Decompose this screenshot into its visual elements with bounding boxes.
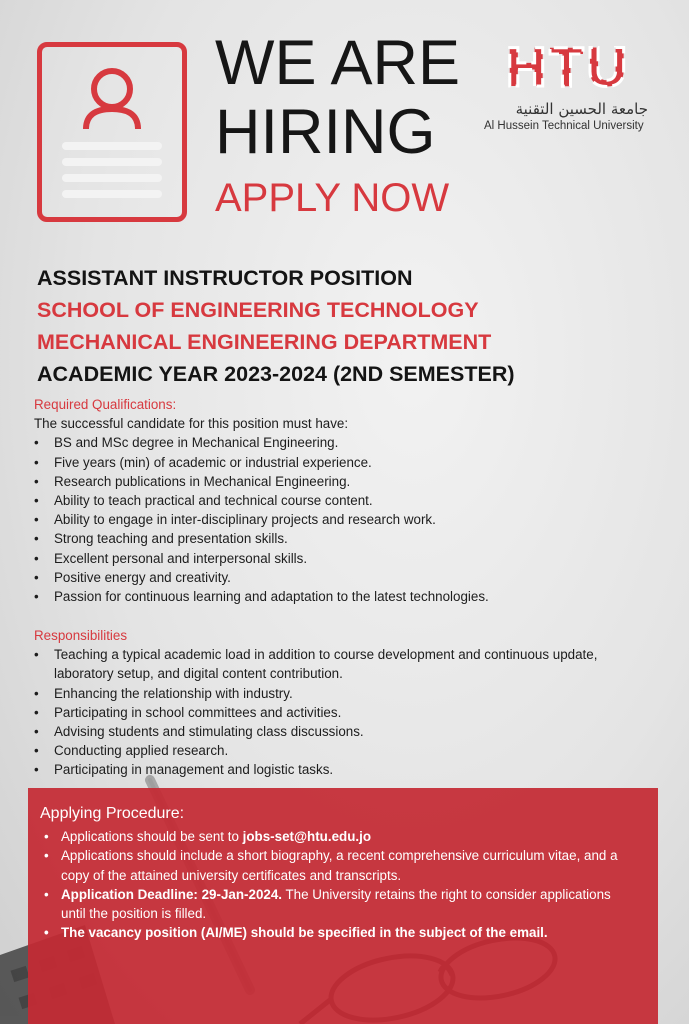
list-item: • Participating in management and logistic tasks. — [34, 760, 624, 779]
person-document-icon — [42, 47, 182, 217]
list-item — [40, 827, 618, 846]
school-name: SCHOOL OF ENGINEERING TECHNOLOGY — [37, 298, 479, 322]
headline-line2: HIRING — [215, 97, 436, 167]
responsibilities-list — [34, 645, 624, 779]
academic-year: ACADEMIC YEAR 2023-2024 (2ND SEMESTER) — [37, 362, 515, 386]
list-item: • Research publications in Mechanical Engineering. — [34, 472, 489, 491]
list-item: • Ability to teach practical and technical course content. — [34, 491, 489, 510]
qualifications-section — [34, 395, 489, 606]
qualifications-intro: The successful candidate for this position must have: — [34, 416, 349, 432]
resume-card-icon — [37, 42, 187, 222]
list-item: • Positive energy and creativity. — [34, 568, 489, 587]
htu-logo — [484, 38, 656, 132]
apply-now-text: APPLY NOW — [215, 176, 450, 220]
procedure-item1-text: Applications should be sent to — [61, 829, 243, 845]
application-deadline: Application Deadline: 29-Jan-2024. — [61, 886, 283, 902]
procedure-list — [40, 827, 618, 942]
htu-logo-mark — [484, 38, 652, 96]
list-item: • Five years (min) of academic or industrial experience. — [34, 453, 489, 472]
list-item: • BS and MSc degree in Mechanical Engineering. — [34, 433, 489, 452]
position-title: ASSISTANT INSTRUCTOR POSITION — [37, 266, 413, 290]
procedure-heading: Applying Procedure: — [40, 805, 185, 822]
list-item — [40, 885, 618, 923]
list-item: • Teaching a typical academic load in addition to course development and continuous update, laboratory setup, and digital content contribution. — [34, 645, 624, 683]
list-item: • Conducting applied research. — [34, 741, 624, 760]
responsibilities-section — [34, 626, 624, 780]
list-item: • Excellent personal and interpersonal skills. — [34, 549, 489, 568]
list-item: • Ability to engage in inter-disciplinary projects and research work. — [34, 510, 489, 529]
list-item: • Strong teaching and presentation skills. — [34, 529, 489, 548]
qualifications-heading: Required Qualifications: — [34, 397, 177, 412]
headline-line1: WE ARE — [215, 28, 461, 98]
logo-english-name: Al Hussein Technical University — [484, 120, 644, 132]
logo-arabic-name: جامعة الحسين التقنية — [515, 100, 648, 118]
list-item: • Passion for continuous learning and adaptation to the latest technologies. — [34, 587, 489, 606]
list-item: • Enhancing the relationship with industry. — [34, 684, 624, 703]
qualifications-list — [34, 433, 489, 606]
responsibilities-heading: Responsibilities — [34, 628, 128, 643]
list-item: • Applications should include a short biography, a recent comprehensive curriculum vitae, and a copy of the attained university certificates and transcripts. — [40, 846, 618, 884]
list-item: • The vacancy position (AI/ME) should be specified in the subject of the email. — [40, 923, 618, 942]
headline — [215, 28, 461, 220]
department-name: MECHANICAL ENGINEERING DEPARTMENT — [37, 330, 492, 354]
list-item: • Participating in school committees and activities. — [34, 703, 624, 722]
application-email-link[interactable]: jobs-set@htu.edu.jo — [242, 829, 372, 845]
applying-procedure-panel — [28, 788, 658, 1024]
logo-mark-text: HTU — [505, 38, 631, 96]
procedure-item3-text: The University retains the right to consider applications until the position is filled. — [61, 886, 611, 922]
position-titles — [37, 262, 515, 390]
list-item: • Advising students and stimulating class discussions. — [34, 722, 624, 741]
